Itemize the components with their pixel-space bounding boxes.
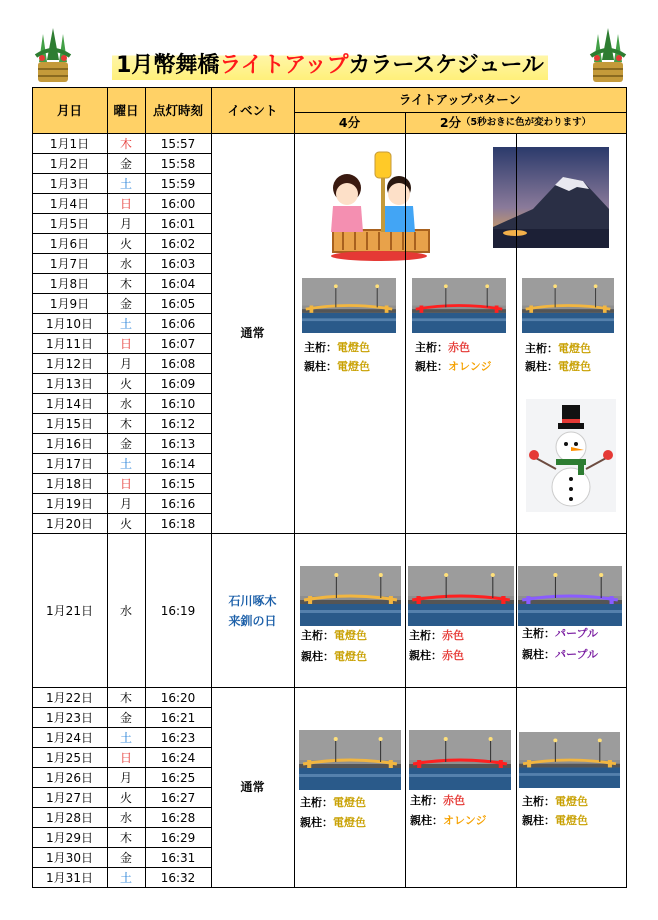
row-day: 月 (119, 771, 132, 785)
bridge-photo (518, 566, 622, 626)
row-time: 16:16 (160, 497, 196, 511)
grid-line (32, 433, 211, 434)
grid-line (32, 353, 211, 354)
grid-line (32, 293, 211, 294)
row-date: 1月21日 (46, 604, 93, 618)
row-day: 木 (119, 277, 132, 291)
row-date: 1月26日 (46, 771, 93, 785)
row-time: 16:25 (160, 771, 196, 785)
row-time: 16:13 (160, 437, 196, 451)
grid-line (32, 473, 211, 474)
row-day: 水 (119, 604, 132, 618)
bridge-photo (412, 278, 506, 333)
row-date: 1月30日 (46, 851, 93, 865)
caption-color: 電燈色 (333, 816, 366, 829)
row-time: 15:59 (160, 177, 196, 191)
caption-color: 電燈色 (558, 342, 591, 355)
row-day: 火 (119, 517, 132, 531)
row-time: 16:21 (160, 711, 196, 725)
row-day: 木 (119, 137, 132, 151)
grid-line (32, 253, 211, 254)
row-date: 1月29日 (46, 831, 93, 845)
event-special-line2: 来釧の日 (228, 614, 277, 628)
color-caption (415, 357, 491, 377)
color-caption (522, 645, 598, 665)
header-two-min-note: （5秒おきに色が変わります） (461, 116, 592, 128)
row-day: 月 (119, 217, 132, 231)
row-time: 16:00 (160, 197, 196, 211)
row-day: 金 (119, 711, 132, 725)
row-date: 1月25日 (46, 751, 93, 765)
row-day: 土 (119, 871, 132, 885)
row-date: 1月19日 (46, 497, 93, 511)
row-day: 月 (119, 357, 132, 371)
color-caption (409, 626, 464, 646)
caption-label: 親柱： (304, 360, 337, 373)
header-weekday: 曜日 (107, 88, 145, 133)
caption-color: 赤色 (442, 629, 464, 642)
row-date: 1月28日 (46, 811, 93, 825)
row-day: 土 (119, 731, 132, 745)
color-caption (522, 811, 588, 831)
caption-color: 電燈色 (555, 795, 588, 808)
caption-color: 電燈色 (337, 341, 370, 354)
row-day: 金 (119, 297, 132, 311)
color-caption (522, 624, 598, 644)
grid-line (32, 727, 211, 728)
row-time: 16:04 (160, 277, 196, 291)
row-day: 水 (119, 397, 132, 411)
bridge-photo (300, 566, 401, 626)
grid-line (294, 87, 295, 888)
row-date: 1月12日 (46, 357, 93, 371)
caption-color: 赤色 (448, 341, 470, 354)
color-caption (522, 792, 588, 812)
row-time: 16:20 (160, 691, 196, 705)
row-date: 1月8日 (49, 277, 90, 291)
row-time: 16:01 (160, 217, 196, 231)
caption-label: 主桁： (522, 795, 555, 808)
row-day: 日 (119, 197, 132, 211)
row-time: 16:05 (160, 297, 196, 311)
row-time: 16:02 (160, 237, 196, 251)
row-time: 16:27 (160, 791, 196, 805)
grid-line (32, 233, 211, 234)
row-date: 1月7日 (49, 257, 90, 271)
caption-label: 主桁： (525, 342, 558, 355)
row-date: 1月3日 (49, 177, 90, 191)
grid-line (107, 87, 108, 888)
row-date: 1月17日 (46, 457, 93, 471)
row-day: 金 (119, 157, 132, 171)
row-date: 1月13日 (46, 377, 93, 391)
grid-line (32, 273, 211, 274)
caption-label: 主桁： (304, 341, 337, 354)
grid-line (32, 867, 211, 868)
grid-line (32, 313, 211, 314)
caption-color: 電燈色 (555, 814, 588, 827)
row-date: 1月4日 (49, 197, 90, 211)
row-date: 1月31日 (46, 871, 93, 885)
header-time: 点灯時刻 (145, 88, 211, 133)
kadomatsu-icon (585, 26, 631, 86)
grid-line (32, 687, 627, 688)
caption-label: 親柱： (409, 649, 442, 662)
caption-label: 主桁： (410, 794, 443, 807)
row-day: 月 (119, 497, 132, 511)
caption-label: 親柱： (415, 360, 448, 373)
color-caption (525, 339, 591, 359)
grid-line (32, 133, 627, 134)
grid-line (294, 112, 627, 113)
caption-label: 親柱： (525, 360, 558, 373)
row-time: 16:15 (160, 477, 196, 491)
grid-line (516, 133, 517, 888)
kadomatsu-icon (30, 26, 76, 86)
event-special-line1: 石川啄木 (228, 594, 277, 608)
caption-color: 電燈色 (334, 629, 367, 642)
row-day: 木 (119, 417, 132, 431)
caption-label: 親柱： (410, 814, 443, 827)
row-date: 1月10日 (46, 317, 93, 331)
row-time: 16:29 (160, 831, 196, 845)
header-event: イベント (211, 88, 294, 133)
grid-line (32, 193, 211, 194)
color-caption (301, 626, 367, 646)
grid-line (626, 87, 627, 888)
grid-line (32, 213, 211, 214)
row-day: 日 (119, 477, 132, 491)
color-caption (304, 357, 370, 377)
color-caption (410, 811, 486, 831)
color-caption (415, 338, 470, 358)
grid-line (32, 87, 627, 88)
row-day: 日 (119, 337, 132, 351)
caption-label: 主桁： (415, 341, 448, 354)
row-time: 16:03 (160, 257, 196, 271)
caption-label: 親柱： (300, 816, 333, 829)
row-time: 16:09 (160, 377, 196, 391)
caption-label: 主桁： (300, 796, 333, 809)
row-day: 水 (119, 257, 132, 271)
grid-line (405, 112, 406, 888)
caption-color: 電燈色 (333, 796, 366, 809)
row-time: 16:32 (160, 871, 196, 885)
color-caption (410, 791, 465, 811)
header-two-min (405, 112, 626, 133)
row-day: 木 (119, 691, 132, 705)
grid-line (32, 413, 211, 414)
grid-line (32, 173, 211, 174)
grid-line (32, 787, 211, 788)
grid-line (32, 887, 627, 888)
row-day: 金 (119, 437, 132, 451)
row-day: 土 (119, 177, 132, 191)
row-date: 1月24日 (46, 731, 93, 745)
title-part3: カラースケジュール (348, 53, 544, 78)
row-time: 16:28 (160, 811, 196, 825)
grid-line (211, 87, 212, 888)
title-part1: 1月幣舞橋 (116, 53, 220, 78)
row-time: 16:23 (160, 731, 196, 745)
caption-label: 主桁： (409, 629, 442, 642)
caption-color: オレンジ (443, 814, 487, 827)
caption-color: 電燈色 (334, 650, 367, 663)
event-normal-2: 通常 (240, 780, 265, 794)
header-pattern: ライトアップパターン (294, 88, 626, 112)
row-time: 16:07 (160, 337, 196, 351)
grid-line (32, 847, 211, 848)
color-caption (304, 338, 370, 358)
row-time: 16:14 (160, 457, 196, 471)
row-time: 15:58 (160, 157, 196, 171)
row-time: 16:12 (160, 417, 196, 431)
grid-line (32, 453, 211, 454)
caption-label: 主桁： (301, 629, 334, 642)
row-day: 日 (119, 751, 132, 765)
header-four-min: 4分 (294, 112, 405, 133)
event-normal-1: 通常 (240, 326, 265, 340)
row-date: 1月6日 (49, 237, 90, 251)
caption-color: 赤色 (442, 649, 464, 662)
grid-line (32, 373, 211, 374)
caption-color: 赤色 (443, 794, 465, 807)
caption-label: 親柱： (522, 648, 555, 661)
bridge-photo (408, 566, 514, 626)
row-day: 水 (119, 811, 132, 825)
grid-line (32, 747, 211, 748)
row-day: 金 (119, 851, 132, 865)
row-day: 木 (119, 831, 132, 845)
row-time: 16:08 (160, 357, 196, 371)
bridge-photo (409, 730, 511, 790)
row-date: 1月2日 (49, 157, 90, 171)
event-special (211, 591, 294, 631)
color-caption (525, 357, 591, 377)
mount-fuji-sunrise-icon (493, 147, 609, 248)
row-day: 火 (119, 377, 132, 391)
bridge-photo (522, 278, 614, 333)
bridge-photo (302, 278, 396, 333)
row-day: 土 (119, 457, 132, 471)
row-date: 1月15日 (46, 417, 93, 431)
grid-line (32, 153, 211, 154)
row-date: 1月23日 (46, 711, 93, 725)
row-date: 1月14日 (46, 397, 93, 411)
grid-line (32, 827, 211, 828)
grid-line (32, 393, 211, 394)
grid-line (32, 513, 211, 514)
grid-line (32, 807, 211, 808)
grid-line (32, 493, 211, 494)
row-time: 16:06 (160, 317, 196, 331)
grid-line (32, 767, 211, 768)
snowman-icon (526, 399, 616, 512)
row-time: 16:24 (160, 751, 196, 765)
color-caption (300, 813, 366, 833)
header-two-min-label: 2分 (439, 114, 462, 130)
row-time: 16:31 (160, 851, 196, 865)
bridge-photo (519, 732, 620, 788)
caption-label: 親柱： (522, 814, 555, 827)
row-day: 土 (119, 317, 132, 331)
grid-line (32, 87, 33, 888)
row-time: 16:19 (160, 604, 196, 618)
row-date: 1月9日 (49, 297, 90, 311)
new-year-children-icon (325, 150, 433, 262)
color-caption (300, 793, 366, 813)
row-date: 1月22日 (46, 691, 93, 705)
caption-color: パープル (555, 648, 599, 661)
row-time: 16:10 (160, 397, 196, 411)
row-time: 16:18 (160, 517, 196, 531)
color-caption (409, 646, 464, 666)
row-day: 火 (119, 237, 132, 251)
row-date: 1月16日 (46, 437, 93, 451)
row-date: 1月5日 (49, 217, 90, 231)
color-caption (301, 647, 367, 667)
row-date: 1月20日 (46, 517, 93, 531)
grid-line (32, 333, 211, 334)
row-date: 1月27日 (46, 791, 93, 805)
title-part2: ライトアップ (219, 53, 349, 78)
row-time: 15:57 (160, 137, 196, 151)
row-day: 火 (119, 791, 132, 805)
caption-color: パープル (555, 627, 599, 640)
caption-color: オレンジ (448, 360, 492, 373)
caption-label: 親柱： (301, 650, 334, 663)
bridge-photo (299, 730, 401, 790)
caption-color: 電燈色 (558, 360, 591, 373)
row-date: 1月1日 (49, 137, 90, 151)
header-date: 月日 (32, 88, 107, 133)
grid-line (32, 533, 627, 534)
row-date: 1月11日 (46, 337, 93, 351)
page-title (80, 48, 580, 82)
grid-line (32, 707, 211, 708)
caption-label: 主桁： (522, 627, 555, 640)
row-date: 1月18日 (46, 477, 93, 491)
caption-color: 電燈色 (337, 360, 370, 373)
grid-line (145, 87, 146, 888)
